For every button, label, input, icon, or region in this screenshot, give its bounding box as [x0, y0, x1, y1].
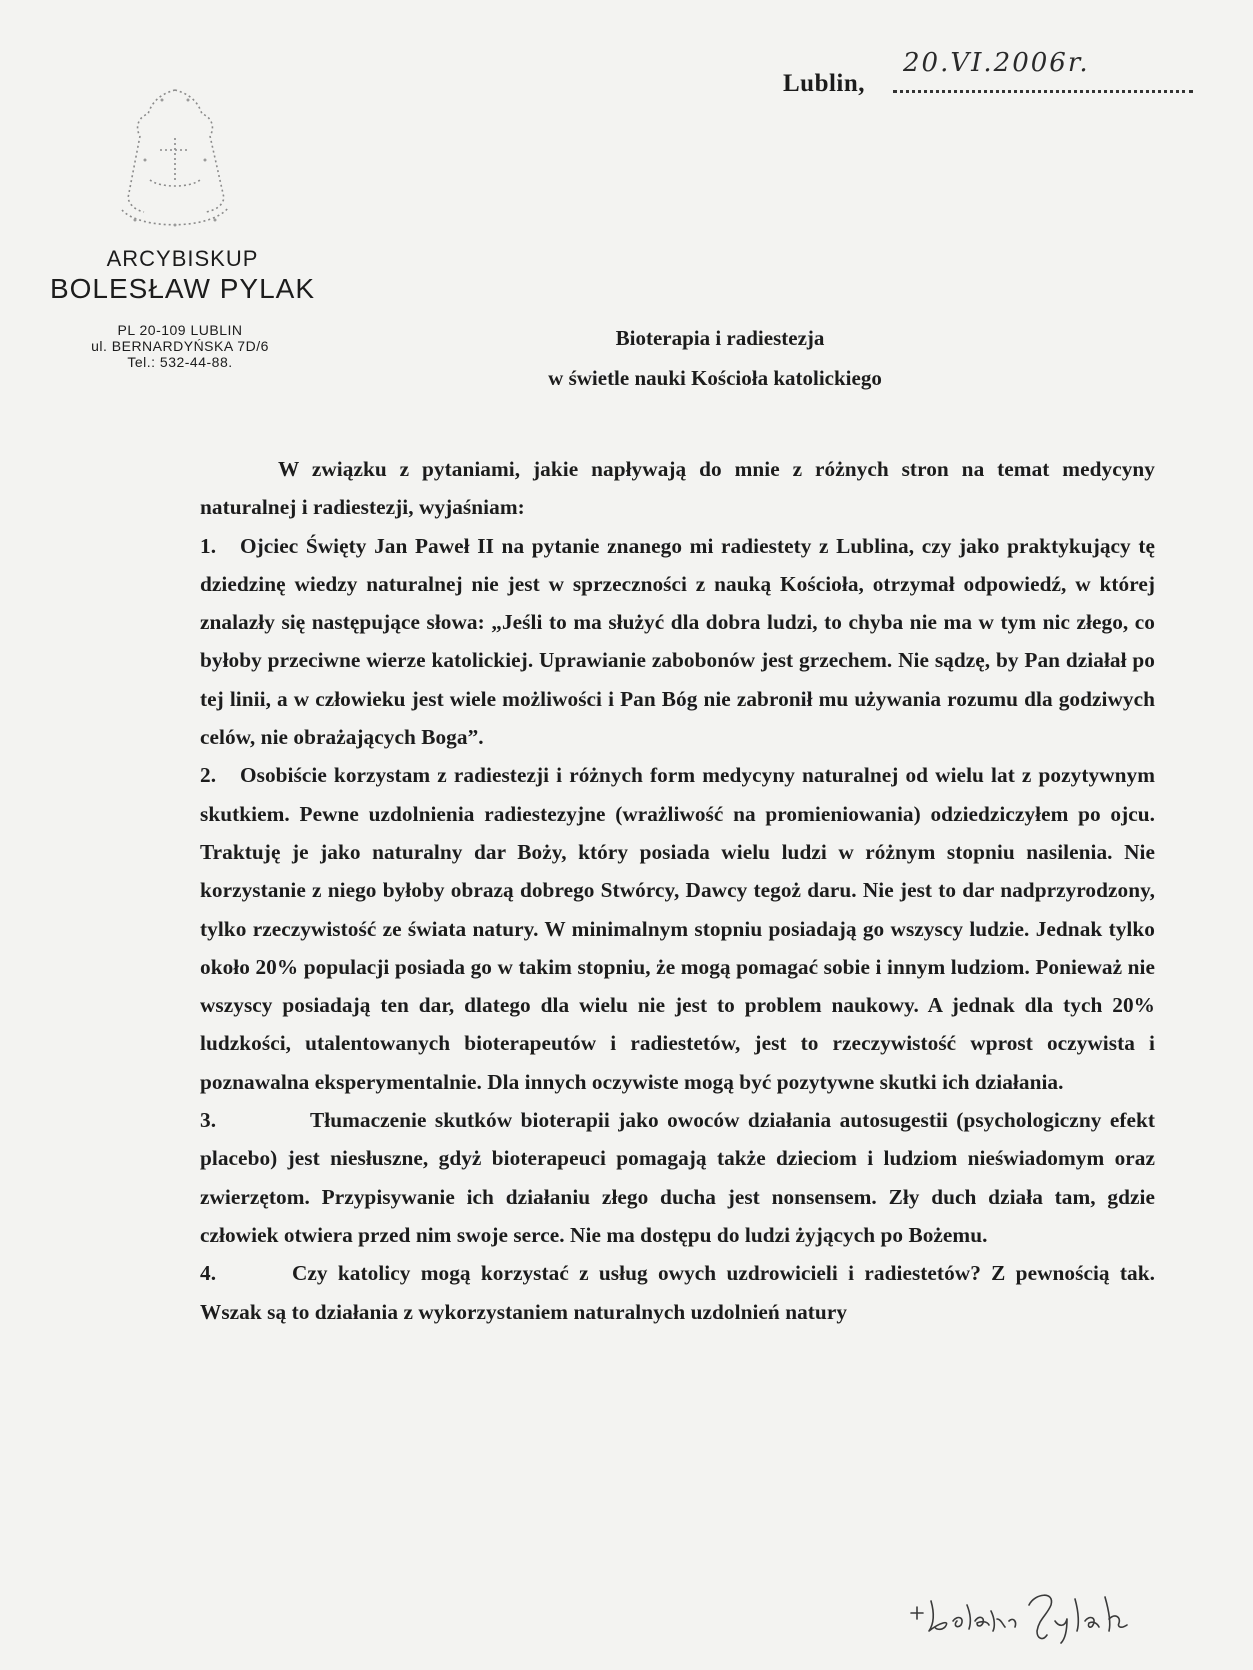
- archbishop-seal-icon: [100, 80, 250, 240]
- sender-name: BOLESŁAW PYLAK: [49, 273, 316, 304]
- date-line: [783, 48, 1203, 108]
- intro-paragraph: W związku z pytaniami, jakie napływają do mnie z różnych stron na temat medycyny naturalnej i radiestezji, wyjaśniam:: [200, 457, 1155, 520]
- city-label: Lublin,: [783, 70, 866, 97]
- numbered-paragraph: [200, 1254, 1155, 1331]
- sender-phone: Tel.: 532-44-88.: [127, 354, 233, 370]
- paragraph-text: Ojciec Święty Jan Paweł II na pytanie znanego mi radiestety z Lublina, czy jako praktykujący tę dziedzinę wiedzy naturalnej nie jest w sprzeczności z nauką Kościoła, otrzymał odpowiedź, w której znalazły się następujące słowa: „Jeśli to ma służyć dla dobra ludzi, to chyba nie ma w tym nic złego, co byłoby przeciwne wierze katolickiej. Uprawianie zabobonów jest grzechem. Nie sądzę, by Pan działał po tej linii, a w człowieku jest wiele możliwości i Pan Bóg nie zabronił mu używania rozumu dla godziwych celów, nie obrażających Boga”.: [200, 533, 1155, 750]
- numbered-paragraph: [200, 1101, 1155, 1254]
- paragraph-text: Tłumaczenie skutków bioterapii jako owoców działania autosugestii (psychologiczny efekt placebo) jest niesłuszne, gdyż bioterapeuci pomagają także dzieciom i ludziom nieświadomym oraz zwierzętom. Przypisywanie ich działaniu złego ducha jest nonsensem. Zły duch działa tam, gdzie człowiek otwiera przed nim swoje serce. Nie ma dostępu do ludzi żyjących po Bożemu.: [200, 1108, 1155, 1247]
- sender-postal-code: PL 20-109 LUBLIN: [117, 322, 243, 338]
- document-heading-line2: w świetle nauki Kościoła katolickiego: [548, 366, 882, 390]
- handwritten-signature: [905, 1575, 1175, 1645]
- paragraph-number: 1.: [200, 533, 217, 558]
- sender-street: ul. BERNARDYŃSKA 7D/6: [91, 338, 269, 354]
- paragraph-number: 4.: [200, 1261, 217, 1286]
- numbered-paragraph: [200, 527, 1155, 757]
- paragraph-text: Osobiście korzystam z radiestezji i różnych form medycyny naturalnej od wielu lat z pozytywnym skutkiem. Pewne uzdolnienia radiestezyjne (wrażliwość na promieniowania) odziedziczyłem po ojcu. Traktuję je jako naturalny dar Boży, który posiada wielu ludzi w różnym stopniu nasilenia. Nie korzystanie z niego byłoby obrazą dobrego Stwórcy, Dawcy tegoż daru. Nie jest to dar nadprzyrodzony, tylko rzeczywistość ze świata natury. W minimalnym stopniu posiadają go wszyscy ludzie. Jednak tylko około 20% populacji posiada go w takim stopniu, że mogą pomagać sobie i innym ludziom. Ponieważ nie wszyscy posiadają ten dar, dlatego dla wielu nie jest to problem naukowy. A jednak dla tych 20% ludzkości, utalentowanych bioterapeutów i radiestetów, jest to rzeczywistość wprost oczywista i poznawalna eksperymentalnie. Dla innych oczywiste mogą być pozytywne skutki ich działania.: [200, 763, 1155, 1094]
- sender-title: ARCYBISKUP: [106, 246, 259, 271]
- paragraph-number: 2.: [200, 763, 217, 788]
- date-dotted-line: [893, 90, 1193, 93]
- paragraph-text: Czy katolicy mogą korzystać z usług owych uzdrowicieli i radiestetów? Z pewnością tak. Wszak są to działania z wykorzystaniem naturalnych uzdolnień natury: [200, 1261, 1155, 1324]
- letter-body: [200, 450, 1155, 1331]
- document-heading-line1: Bioterapia i radiestezja: [615, 326, 825, 350]
- paragraph-number: 3.: [200, 1108, 217, 1133]
- handwritten-date: 20.VI.2006r.: [903, 48, 1090, 78]
- numbered-paragraph: [200, 756, 1155, 1101]
